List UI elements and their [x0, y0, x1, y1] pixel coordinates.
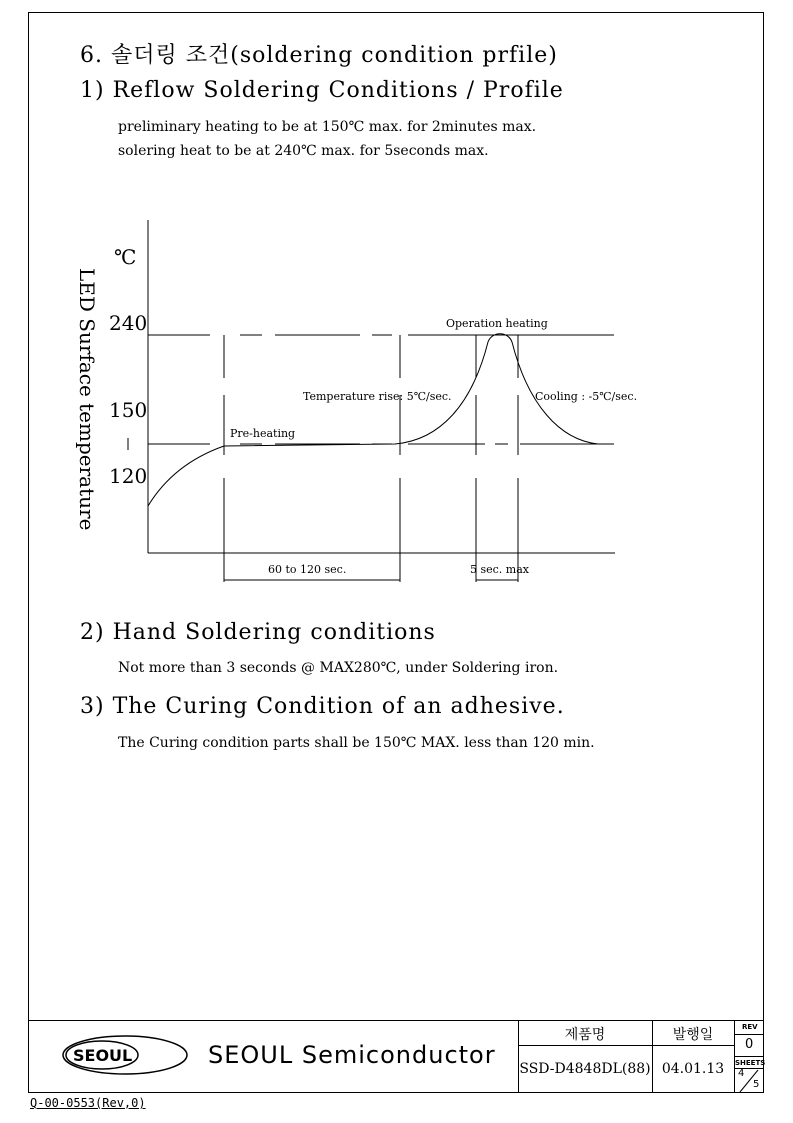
document-number: Q-00-0553(Rev,0) [30, 1096, 146, 1110]
product-value: SSD-D4848DL(88) [519, 1061, 651, 1077]
curing-heading: 3) The Curing Condition of an adhesive. [80, 694, 565, 719]
company-name: SEOUL Semiconductor [208, 1041, 496, 1069]
annotation-rise: Temperature rise: 5℃/sec. [303, 390, 452, 403]
rev-line-1 [734, 1034, 764, 1035]
sheet-total: 5 [753, 1079, 760, 1090]
tick-label-120: 120 [109, 464, 148, 488]
annotation-operation: Operation heating [446, 317, 548, 330]
tick-label-240: 240 [109, 311, 148, 335]
section-title: 6. 솔더링 조건(soldering condition prfile) [80, 43, 558, 68]
seoul-logo [60, 1030, 200, 1080]
hand-heading: 2) Hand Soldering conditions [80, 620, 436, 645]
logo-text: SEOUL [73, 1046, 133, 1065]
date-label: 발행일 [672, 1027, 714, 1043]
reflow-heading: 1) Reflow Soldering Conditions / Profile [80, 78, 564, 103]
footer-mid-line [518, 1045, 734, 1046]
unit-label: ℃ [114, 245, 137, 269]
reflow-line-2: solering heat to be at 240℃ max. for 5seconds max. [118, 143, 489, 159]
tick-label-150: 150 [109, 398, 148, 422]
footer-top-border [28, 1020, 764, 1021]
annotation-peak-time: 5 sec. max [470, 563, 529, 576]
date-value: 04.01.13 [661, 1061, 725, 1077]
rev-label: REV [742, 1023, 758, 1031]
annotation-preheat-time: 60 to 120 sec. [268, 563, 347, 576]
y-axis-label: LED Surface temperature [75, 268, 99, 531]
rev-line-2 [734, 1056, 764, 1057]
sheets-label: SHEETS [735, 1059, 766, 1067]
product-label: 제품명 [564, 1027, 606, 1043]
sheet-number: 4 [738, 1068, 745, 1079]
annotation-cooling: Cooling : -5℃/sec. [535, 390, 638, 403]
rev-value: 0 [745, 1037, 754, 1052]
reflow-line-1: preliminary heating to be at 150℃ max. for 2minutes max. [118, 119, 537, 135]
hand-line: Not more than 3 seconds @ MAX280℃, under Soldering iron. [118, 660, 559, 676]
time-markers [224, 335, 518, 582]
curing-line: The Curing condition parts shall be 150℃ MAX. less than 120 min. [118, 735, 595, 751]
annotation-preheat: Pre-heating [230, 427, 296, 440]
profile-curve [148, 334, 598, 506]
